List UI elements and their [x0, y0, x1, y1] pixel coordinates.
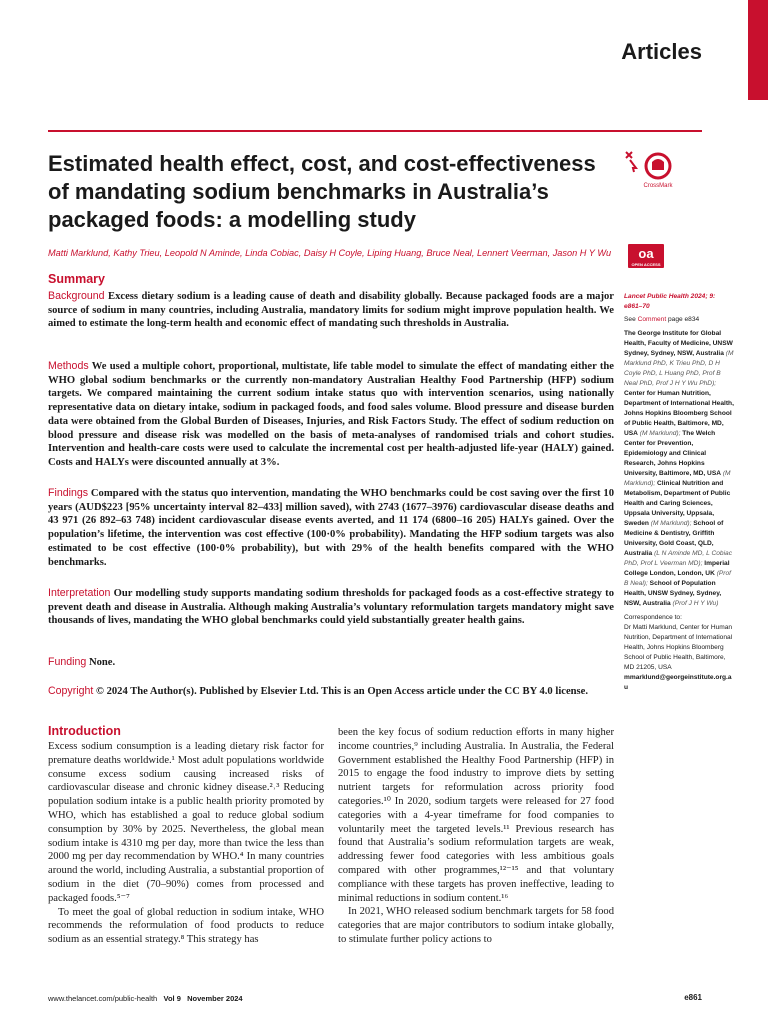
- affiliation: School of Population Health, UNSW Sydney, Sydney, NSW, Australia (Prof J H Y Wu): [624, 580, 722, 607]
- author-list: Matti Marklund, Kathy Trieu, Leopold N Aminde, Linda Cobiac, Daisy H Coyle, Liping Huang, Bruce Neal, Lennert Veerman, Jason H Y Wu: [48, 248, 612, 258]
- see-comment: See Comment page e834: [624, 316, 700, 323]
- open-access-badge: oa OPEN ACCESS: [628, 244, 664, 268]
- abstract-background: Background Excess dietary sodium is a leading cause of death and disability globally. Because packaged foods are a major source of sodium in many countries, including Australia, mandatory limits for sodium might improve population health. We aimed to estimate the long-term health and economic effect of mandating such thresholds in Australia.: [48, 290, 614, 330]
- paragraph: Excess sodium consumption is a leading dietary risk factor for premature deaths worldwide.¹ Most adult populations worldwide consume excess sodium causing increased risks of cardiovascular disease and chronic kidney disease.²˒³ Reducing population sodium intake is a public health priority promoted by WHO, which has established a goal to reduce global sodium consumption by 30% by 2025. Nevertheless, the global mean sodium intake is 4310 mg per day, more than twice the less than 2000 mg per day recommendation by WHO.⁴ In many countries around the world, including Australia, a substantial proportion of sodium in the diet (70–90%) comes from processed and packaged foods.⁵⁻⁷: [48, 741, 324, 904]
- journal-url[interactable]: www.thelancet.com/public-health: [48, 994, 158, 1003]
- body-column-left: [48, 740, 324, 947]
- paragraph: In 2021, WHO released sodium benchmark targets for 58 food categories that are major contributors to sodium intake globally, to stimulate further policy actions to: [338, 906, 614, 945]
- article-title: Estimated health effect, cost, and cost-effectiveness of mandating sodium benchmarks in Australia’s packaged foods: a modelling study: [48, 151, 596, 232]
- affiliation: The George Institute for Global Health, Faculty of Medicine, UNSW Sydney, Sydney, NSW, Australia (M Marklund PhD, K Trieu PhD, D H Coyle PhD, L Huang PhD, Prof B Neal PhD, Prof J H Y Wu PhD);: [624, 330, 734, 387]
- introduction-heading: Introduction: [48, 724, 121, 738]
- abstract-findings: Findings Compared with the status quo intervention, mandating the WHO benchmarks could be cost saving over the first 10 years (AUD$223 [95% uncertainty interval 82–433] million saved), with 2743 (1677–3976) cardiovascular disease deaths and 43 971 (26 892–63 748) incident cardiovascular disease events averted, and 11 174 (6800–16 205) HALYs gained. Over the population’s lifetime, the intervention was cost effective (100·0% probability). Mandating the HFP sodium targets was also estimated to be cost effective (100·0% probability), but with 29% of the health benefits compared with the WHO benchmarks.: [48, 487, 614, 568]
- sidebar: [624, 292, 734, 693]
- abstract-funding: Funding None.: [48, 656, 116, 668]
- page-number: e861: [684, 993, 702, 1002]
- header-rule: [48, 130, 702, 132]
- paragraph: been the key focus of sodium reduction efforts in many higher income countries,⁹ including Australia. In Australia, the Federal Government established the Healthy Food Partnership (HFP) in 2015 to engage the food industry to improve diets by setting nutrient targets for reformulation across priority food categories.¹⁰ In 2020, sodium targets were released for 27 food categories with a 4-year timeframe for food companies to voluntarily meet the targeted levels.¹¹ Previous research has found that Australia’s sodium reformulation targets are weak, addressing fewer food categories with less ambitious goals compared with other programmes,¹²⁻¹⁵ and that voluntary compliance with these targets has proven ineffective, leading to minimal reductions in sodium content.¹⁶: [338, 727, 614, 904]
- paragraph: To meet the goal of global reduction in sodium intake, WHO recommends the reformulation of food products to reduce sodium as an essential strategy.⁸ This strategy has: [48, 906, 324, 946]
- affiliations: [624, 329, 734, 609]
- correspondence: Correspondence to: Dr Matti Marklund, Center for Human Nutrition, Department of International Health, Johns Hopkins Bloomberg School of Public Health, Baltimore, MD 21205, USA mmarklund@georgeinstitute.org.au: [624, 614, 733, 691]
- abstract-methods: Methods We used a multiple cohort, proportional, multistate, life table model to simulate the effect of mandating either the WHO global sodium benchmarks or the currently non-mandatory Australian Healthy Food Partnership (HFP) sodium targets. We compared maintaining the current sodium intake status quo with intervention scenarios, using nationally representative data on dietary intake, sodium in packaged foods, and food sales volume. Blood pressure and disease burden data were obtained from the Global Burden of Diseases, Injuries, and Risk Factors Study. The effect of sodium reduction on blood pressure and disease risk was modelled on the basis of meta-analyses of randomised trials and cohort studies. Intervention and health-care costs were used to calculate the incremental cost per health-adjusted life-year (HALY) gained. Costs and HALYs were discounted annually at 3%.: [48, 360, 614, 468]
- citation: Lancet Public Health 2024; 9: e861–70: [624, 293, 716, 310]
- abstract-interpretation: Interpretation Our modelling study supports mandating sodium thresholds for packaged foods as a cost-effective strategy to prevent death and disease in Australia. Although making Australia’s voluntary reformulation targets mandatory might save thousands of lives, mandating the WHO global benchmarks could yield substantially greater health gains.: [48, 587, 614, 627]
- affiliation: Clinical Nutrition and Metabolism, Department of Public Health and Caring Sciences, Uppsala University, Uppsala, Sweden (M Marklund);: [624, 480, 731, 527]
- affiliation: School of Medicine & Dentistry, Griffith University, Gold Coast, QLD, Australia (L N Aminde MD, L Cobiac PhD, Prof L Veerman MD);: [624, 520, 732, 567]
- issue-date: November 2024: [187, 994, 243, 1003]
- affiliation: The Welch Center for Prevention, Epidemiology and Clinical Research, Johns Hopkins University, Baltimore, MD, USA (M Marklund);: [624, 430, 731, 487]
- affiliation: Center for Human Nutrition, Department of International Health, Johns Hopkins Bloomberg School of Public Health, Baltimore, MD, USA (M Marklund);: [624, 390, 734, 437]
- volume: Vol 9: [163, 994, 181, 1003]
- body-column-right: [338, 726, 614, 947]
- abstract-copyright: Copyright © 2024 The Author(s). Published by Elsevier Ltd. This is an Open Access article under the CC BY 4.0 license.: [48, 685, 589, 697]
- crossmark-icon[interactable]: [624, 150, 678, 190]
- accent-bar: [748, 0, 768, 100]
- section-label: Articles: [621, 39, 702, 64]
- affiliation: Imperial College London, London, UK (Prof B Neal);: [624, 560, 731, 587]
- comment-link[interactable]: Comment: [637, 316, 667, 323]
- crossmark-label: CrossMark: [643, 183, 673, 189]
- email-link[interactable]: mmarklund@georgeinstitute.org.au: [624, 674, 732, 691]
- summary-heading: Summary: [48, 272, 105, 286]
- footer-left: [48, 994, 243, 1003]
